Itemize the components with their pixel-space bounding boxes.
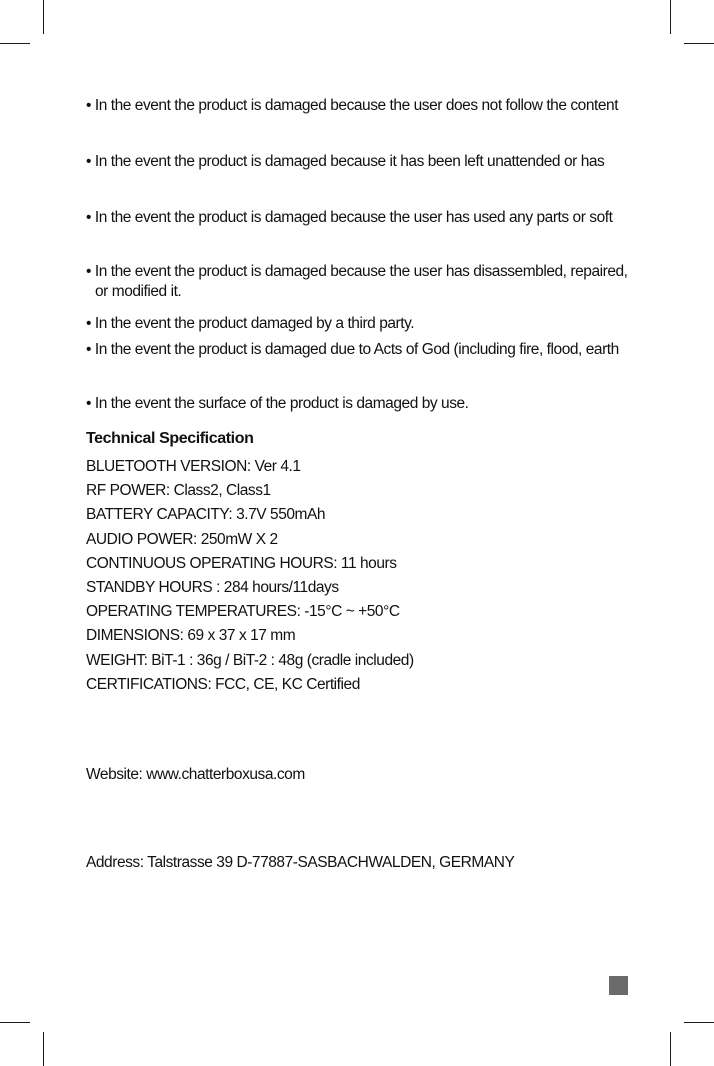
- crop-mark-top-left-vertical: [43, 0, 44, 34]
- warranty-exclusion-text: • In the event the product is damaged because the user has used any parts or soft: [86, 209, 613, 226]
- spec-item: AUDIO POWER: 250mW X 2: [86, 530, 278, 548]
- warranty-exclusion-text: • In the event the product is damaged due to Acts of God (including fire, flood, earth: [86, 341, 619, 358]
- spec-item: CONTINUOUS OPERATING HOURS: 11 hours: [86, 554, 397, 572]
- warranty-exclusion-text: • In the event the product is damaged because the user has disassembled, repaired,: [86, 263, 628, 280]
- spec-item: RF POWER: Class2, Class1: [86, 482, 271, 500]
- website-line: Website: www.chatterboxusa.com: [86, 766, 305, 783]
- crop-mark-top-right-horizontal: [684, 43, 714, 44]
- spec-item: OPERATING TEMPERATURES: -15°C ~ +50°C: [86, 603, 400, 621]
- warranty-exclusion-text: • In the event the surface of the product is damaged by use.: [86, 395, 469, 412]
- warranty-exclusion-continuation: or modified it.: [95, 283, 182, 300]
- crop-mark-bottom-right-horizontal: [684, 1022, 714, 1023]
- warranty-exclusion-item: [86, 208, 612, 228]
- warranty-exclusion-text: • In the event the product damaged by a third party.: [86, 315, 415, 332]
- warranty-exclusion-item: [86, 394, 469, 414]
- crop-mark-bottom-right-vertical: [670, 1032, 671, 1066]
- spec-list: [86, 455, 414, 697]
- crop-mark-bottom-left-horizontal: [0, 1022, 30, 1023]
- spec-item: BATTERY CAPACITY: 3.7V 550mAh: [86, 506, 326, 524]
- warranty-exclusion-item: [86, 340, 619, 360]
- warranty-exclusion-item: [86, 96, 618, 116]
- crop-mark-bottom-left-vertical: [43, 1032, 44, 1066]
- warranty-exclusion-item: [86, 152, 604, 172]
- warranty-exclusion-item: [86, 314, 414, 334]
- crop-mark-top-right-vertical: [670, 0, 671, 34]
- spec-section-title: Technical Specification: [86, 430, 254, 447]
- spec-item: STANDBY HOURS : 284 hours/11days: [86, 579, 339, 597]
- warranty-exclusion-item: [86, 262, 628, 302]
- spec-item: BLUETOOTH VERSION: Ver 4.1: [86, 458, 301, 475]
- page-marker-square: [609, 976, 628, 995]
- spec-item: DIMENSIONS: 69 x 37 x 17 mm: [86, 627, 296, 645]
- address-line: Address: Talstrasse 39 D-77887-SASBACHWALDEN, GERMANY: [86, 854, 515, 871]
- spec-item: CERTIFICATIONS: FCC, CE, KC Certified: [86, 675, 360, 693]
- crop-mark-top-left-horizontal: [0, 43, 30, 44]
- spec-item: WEIGHT: BiT-1 : 36g / BiT-2 : 48g (cradle included): [86, 651, 414, 669]
- warranty-exclusion-text: • In the event the product is damaged because it has been left unattended or has: [86, 153, 605, 170]
- warranty-exclusion-text: • In the event the product is damaged because the user does not follow the content: [86, 97, 619, 114]
